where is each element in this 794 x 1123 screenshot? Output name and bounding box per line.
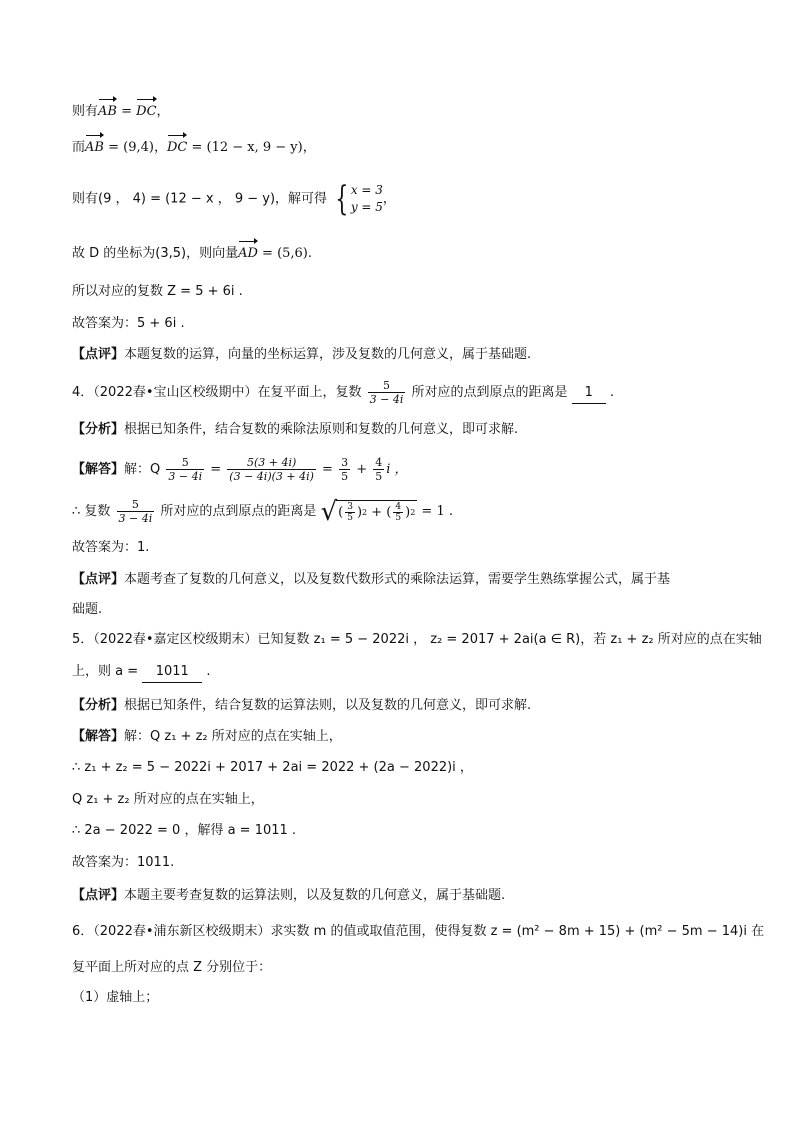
left-brace-icon: { — [335, 179, 349, 219]
fraction: $\frac{5}{3 - 4i}$ — [118, 498, 153, 525]
line-solution-4: 【解答】解：Q $\frac{5}{3 - 4i}$ = $\frac{5(3 + 4i)}{(3 - 4i)(3 + 4i)}$ = $\frac{3}{5}$ + $\frac{4}{5}$ i ， — [72, 456, 408, 483]
line-comment-3: 【点评】本题复数的运算，向量的坐标运算，涉及复数的几何意义，属于基础题. — [72, 347, 532, 362]
line-answer-4: 故答案为：1. — [72, 540, 150, 555]
question-6: 6．（2022春•浦东新区校级期末）求实数 m 的值或取值范围，使得复数 z = (m² − 8m + 15) + (m² − 5m − 14)i 在 — [72, 924, 765, 939]
answer-blank: 1 — [572, 383, 606, 404]
line-analysis-4: 【分析】根据已知条件，结合复数的乘除法原则和复数的几何意义，即可求解. — [72, 422, 519, 437]
line-solve-system: 则有(9 ， 4) = (12 − x ， 9 − y)，解可得 { x = 3 y = 5 ， — [72, 179, 396, 219]
fraction: $\frac{5(3 + 4i)}{(3 - 4i)(3 + 4i)}$ — [229, 456, 314, 483]
vector-ad: AD — [238, 244, 258, 264]
vector-dc: DC — [167, 138, 187, 158]
line-solution-5: 【解答】解：Q z₁ + z₂ 所对应的点在实轴上， — [72, 729, 342, 744]
question-5: 5．（2022春•嘉定区校级期末）已知复数 z₁ = 5 − 2022i ， z₂ = 2017 + 2ai(a ∈ R)，若 z₁ + z₂ 所对应的点在实轴 — [72, 632, 762, 647]
line-answer-5: 故答案为：1011. — [72, 855, 175, 870]
line-distance-4: ∴ 复数 $\frac{5}{3 - 4i}$ 所对应的点到原点的距离是 √ ( $\frac{3}{5}$ ) 2 + ( $\frac{4}{5}$ ) 2 = 1 . — [72, 496, 453, 527]
line-comment-4: 【点评】本题考查了复数的几何意义，以及复数代数形式的乘除法运算，需要学生熟练掌握公式，属于基 — [72, 572, 671, 587]
question-6-part-1: （1）虚轴上； — [72, 990, 159, 1005]
fraction: $\frac{5}{3 - 4i}$ — [369, 379, 404, 406]
vector-dc: DC — [136, 102, 156, 122]
line-vector-values: 而AB = (9,4)，DC = (12 − x, 9 − y)， — [72, 138, 316, 158]
question-4: 4．（2022春•宝山区校级期中）在复平面上，复数 $\frac{5}{3 - 4i}$ 所对应的点到原点的距离是 1 . — [72, 379, 614, 406]
fraction: $\frac{3}{5}$ — [341, 456, 349, 483]
line-comment-4-cont: 础题. — [72, 602, 103, 617]
line-sum-5: ∴ z₁ + z₂ = 5 − 2022i + 2017 + 2ai = 2022 + (2a − 2022)i ， — [72, 760, 473, 775]
line-comment-5: 【点评】本题主要考查复数的运算法则，以及复数的几何意义，属于基础题. — [72, 888, 506, 903]
answer-blank: 1011 — [142, 662, 202, 683]
vector-ab: AB — [85, 138, 104, 158]
line-analysis-5: 【分析】根据已知条件，结合复数的运算法则，以及复数的几何意义，即可求解. — [72, 698, 532, 713]
question-5-cont: 上，则 a = 1011 . — [72, 662, 211, 683]
fraction: $\frac{5}{3 - 4i}$ — [168, 456, 203, 483]
equation-system: { x = 3 y = 5 — [335, 179, 383, 219]
vector-ab: AB — [98, 102, 117, 122]
line-real-axis-5: Q z₁ + z₂ 所对应的点在实轴上， — [72, 792, 264, 807]
fraction: $\frac{4}{5}$ — [375, 456, 383, 483]
line-answer-3: 故答案为：5 + 6i . — [72, 316, 185, 331]
line-vector-equality: 则有AB = DC， — [72, 102, 170, 122]
line-coordinates-d: 故 D 的坐标为(3,5)，则向量AD = (5,6). — [72, 244, 312, 264]
line-complex-z: 所以对应的复数 Z = 5 + 6i . — [72, 284, 243, 299]
question-6-cont: 复平面上所对应的点 Z 分别位于： — [72, 960, 272, 975]
line-solve-a-5: ∴ 2a − 2022 = 0 ，解得 a = 1011 . — [72, 823, 297, 838]
square-root: √ ( $\frac{3}{5}$ ) 2 + ( $\frac{4}{5}$ ) 2 — [320, 496, 416, 527]
radical-icon: √ — [320, 496, 338, 527]
